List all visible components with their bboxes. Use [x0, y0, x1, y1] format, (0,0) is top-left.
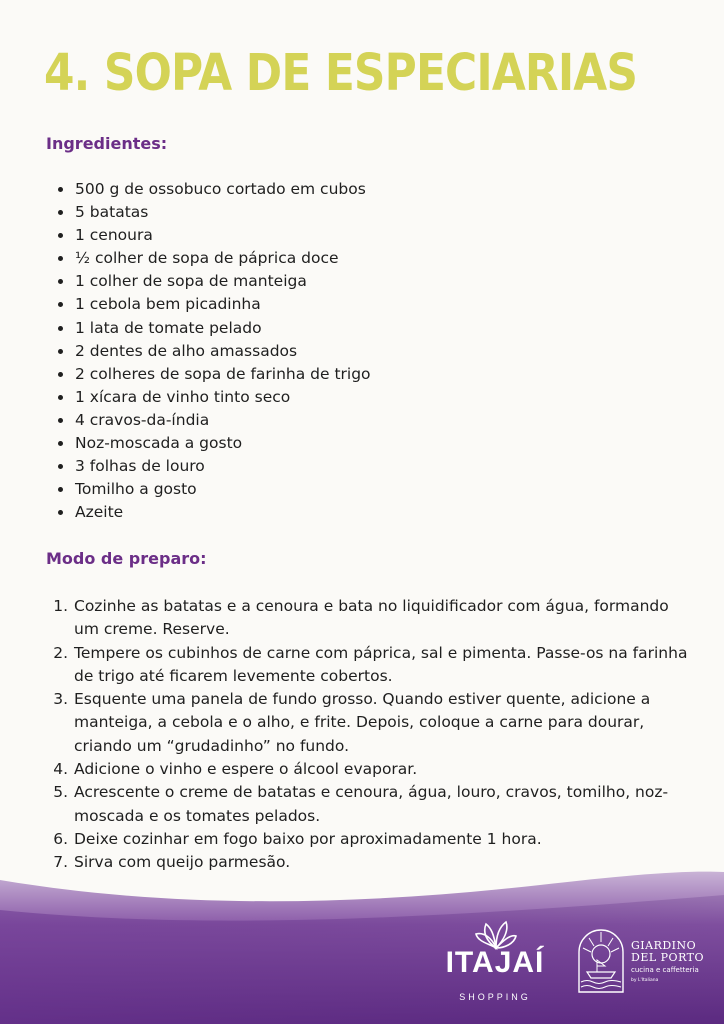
method-step: 3. Esquente uma panela de fundo grosso. Quando estiver quente, adicione a manteiga, a cebola e o alho, e frite. Depois, coloque a carne para dourar, criando um “grudadinho” no fundo.: [73, 688, 693, 758]
ingredient-item: • 1 colher de sopa de manteiga: [74, 270, 371, 293]
method-step: 7. Sirva com queijo parmesão.: [73, 851, 693, 874]
ingredient-item: • 1 cenoura: [74, 224, 371, 247]
method-step: 5. Acrescente o creme de batatas e cenoura, água, louro, cravos, tomilho, noz-moscada e os tomates pelados.: [73, 781, 693, 828]
ingredient-item: • 5 batatas: [74, 201, 371, 224]
ingredient-item: • 2 dentes de alho amassados: [74, 340, 371, 363]
ingredient-item: • 1 cebola bem picadinha: [74, 293, 371, 316]
giardino-name-line2: DEL PORTO: [631, 951, 705, 964]
method-step: 2. Tempere os cubinhos de carne com páprica, sal e pimenta. Passe-os na farinha de trigo até ficarem levemente cobertos.: [73, 642, 693, 689]
ingredient-item: • 500 g de ossobuco cortado em cubos: [74, 178, 371, 201]
ingredients-list: [46, 178, 371, 524]
giardino-logo-subtitle: cucina e caffetteria: [631, 966, 699, 974]
itajai-logo-text: ITAJAÍ: [445, 946, 545, 979]
ingredients-heading: Ingredientes:: [46, 134, 168, 153]
ingredient-item: • 3 folhas de louro: [74, 455, 371, 478]
giardino-name-line1: GIARDINO: [631, 939, 697, 952]
giardino-logo-byline: by L'Italiana: [631, 978, 659, 983]
ingredient-item: • 1 lata de tomate pelado: [74, 317, 371, 340]
ingredient-item: • 2 colheres de sopa de farinha de trigo: [74, 363, 371, 386]
method-step: 6. Deixe cozinhar em fogo baixo por aproximadamente 1 hora.: [73, 828, 693, 851]
giardino-del-porto-logo: [575, 926, 715, 996]
ingredient-item: • 1 xícara de vinho tinto seco: [74, 386, 371, 409]
ingredient-item: • Noz-moscada a gosto: [74, 432, 371, 455]
itajai-shopping-logo: [440, 918, 550, 1008]
ingredient-item: • Azeite: [74, 501, 371, 524]
harbor-emblem-icon: [575, 926, 627, 994]
ingredient-item: • 4 cravos-da-índia: [74, 409, 371, 432]
method-step: 4. Adicione o vinho e espere o álcool evaporar.: [73, 758, 693, 781]
ingredient-item: • Tomilho a gosto: [74, 478, 371, 501]
method-steps-list: [46, 595, 693, 875]
ingredient-item: • ½ colher de sopa de páprica doce: [74, 247, 371, 270]
itajai-logo-subtitle: SHOPPING: [459, 992, 531, 1002]
recipe-title: 4. SOPA DE ESPECIARIAS: [44, 44, 638, 103]
method-heading: Modo de preparo:: [46, 549, 207, 568]
method-step: 1. Cozinhe as batatas e a cenoura e bata no liquidificador com água, formando um creme. Reserve.: [73, 595, 693, 642]
giardino-logo-name: [631, 940, 704, 964]
